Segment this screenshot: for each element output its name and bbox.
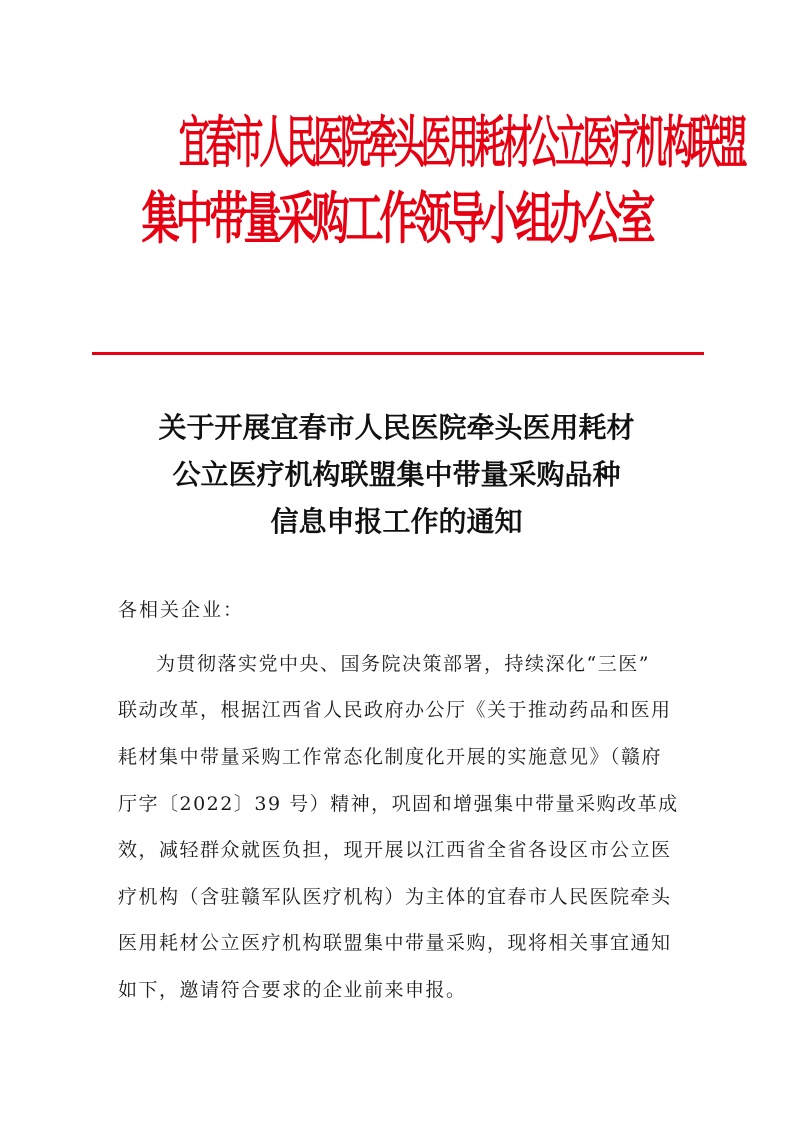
document-title-line-3: 信息申报工作的通知 [270,505,523,538]
body-line-6: 疗机构（含驻赣军队医疗机构）为主体的宜春市人民医院牵头 [118,886,672,908]
body-line-8: 如下，邀请符合要求的企业前来申报。 [118,979,467,1001]
body-line-2: 联动改革，根据江西省人民政府办公厅《关于推动药品和医用 [118,699,672,721]
body-line-1: 为贯彻落实党中央、国务院决策部署，持续深化“三医” [156,653,650,675]
body-line-5: 效，减轻群众就医负担，现开展以江西省全省各设区市公立医 [118,839,672,861]
salutation: 各相关企业： [118,599,245,621]
body-line-7: 医用耗材公立医疗机构联盟集中带量采购，现将相关事宜通知 [118,932,672,954]
document-title-line-2: 公立医疗机构联盟集中带量采购品种 [172,458,621,491]
document-title-line-1: 关于开展宜春市人民医院牵头医用耗材 [158,411,635,444]
body-line-3: 耗材集中带量采购工作常态化制度化开展的实施意见》（赣府 [118,746,663,768]
letterhead-line-2: 集中带量采购工作领导小组办公室 [141,187,652,252]
body-line-4: 厅字〔2022〕39 号）精神，巩固和增强集中带量采购改革成 [118,793,679,815]
letterhead-divider [92,352,704,355]
letterhead-line-1: 宜春市人民医院牵头医用耗材公立医疗机构联盟 [178,111,744,176]
